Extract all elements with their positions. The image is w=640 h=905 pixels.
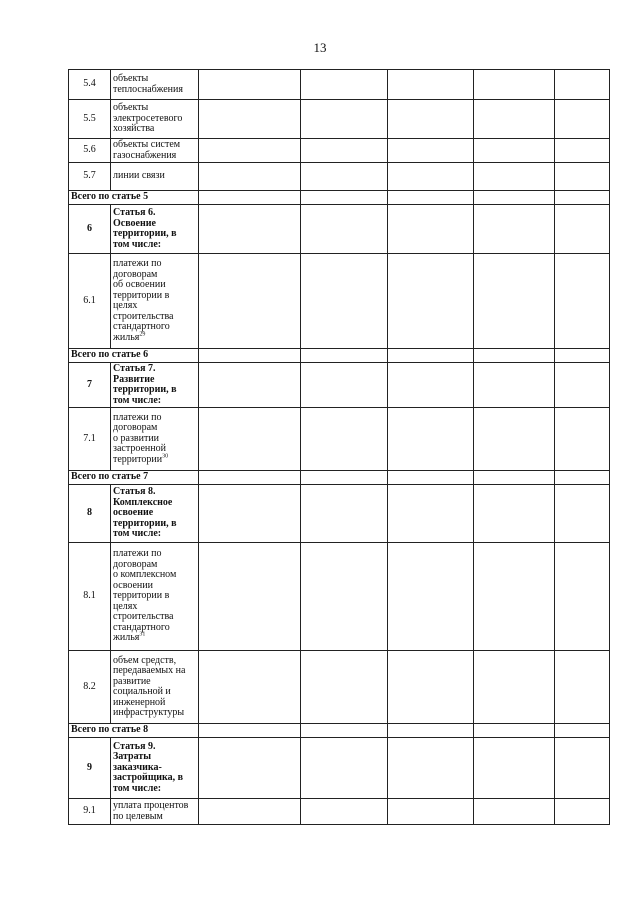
row-number: 9.1 [69, 799, 111, 825]
empty-cell [388, 738, 474, 799]
empty-cell [474, 471, 555, 485]
empty-cell [388, 485, 474, 543]
empty-cell [555, 254, 610, 349]
empty-cell [555, 70, 610, 100]
empty-cell [301, 254, 388, 349]
table-row [69, 363, 610, 408]
empty-cell [301, 724, 388, 738]
empty-cell [474, 543, 555, 651]
empty-cell [388, 163, 474, 191]
empty-cell [199, 408, 301, 471]
row-number: 8.2 [69, 651, 111, 724]
empty-cell [301, 100, 388, 139]
empty-cell [388, 651, 474, 724]
page-number: 13 [313, 40, 327, 55]
empty-cell [474, 349, 555, 363]
table-row [69, 254, 610, 349]
empty-cell [555, 738, 610, 799]
empty-cell [301, 349, 388, 363]
row-label: Статья 8. Комплексное освоение территории, в том числе: [111, 485, 199, 543]
row-label: линии связи [111, 163, 199, 191]
empty-cell [301, 543, 388, 651]
empty-cell [388, 70, 474, 100]
empty-cell [555, 408, 610, 471]
empty-cell [301, 799, 388, 825]
row-number: 5.7 [69, 163, 111, 191]
total-label: Всего по статье 6 [69, 349, 199, 363]
empty-cell [199, 70, 301, 100]
table-row [69, 485, 610, 543]
empty-cell [555, 205, 610, 254]
table-row [69, 100, 610, 139]
footnote-ref: 31 [139, 631, 146, 638]
empty-cell [199, 100, 301, 139]
empty-cell [388, 205, 474, 254]
empty-cell [388, 799, 474, 825]
row-number: 9 [69, 738, 111, 799]
footnote-ref: 29 [139, 331, 146, 338]
empty-cell [199, 191, 301, 205]
empty-cell [301, 191, 388, 205]
empty-cell [301, 471, 388, 485]
empty-cell [474, 799, 555, 825]
table-row [69, 163, 610, 191]
row-label: Статья 6. Освоение территории, в том числе: [111, 205, 199, 254]
row-label: платежи по договорам об освоении территории в целях строительства стандартного жилья$^{29}$ [111, 254, 199, 349]
empty-cell [388, 349, 474, 363]
empty-cell [555, 100, 610, 139]
row-label: объем средств, передаваемых на развитие социальной и инженерной инфраструктуры [111, 651, 199, 724]
total-label: Всего по статье 7 [69, 471, 199, 485]
row-number: 7 [69, 363, 111, 408]
total-row [69, 349, 610, 363]
table-row [69, 205, 610, 254]
total-row [69, 724, 610, 738]
empty-cell [199, 651, 301, 724]
row-label: платежи по договорам о развитии застроенной территории$^{30}$ [111, 408, 199, 471]
empty-cell [301, 485, 388, 543]
empty-cell [474, 363, 555, 408]
empty-cell [555, 799, 610, 825]
empty-cell [301, 408, 388, 471]
footnote-ref: 30 [162, 453, 169, 460]
row-label: Статья 9. Затраты заказчика- застройщика, в том числе: [111, 738, 199, 799]
table-row [69, 651, 610, 724]
budget-table [68, 69, 610, 825]
table-row [69, 543, 610, 651]
empty-cell [301, 70, 388, 100]
empty-cell [301, 363, 388, 408]
empty-cell [301, 738, 388, 799]
empty-cell [555, 163, 610, 191]
row-label: объекты электросетевого хозяйства [111, 100, 199, 139]
empty-cell [199, 799, 301, 825]
empty-cell [474, 408, 555, 471]
total-row [69, 471, 610, 485]
empty-cell [474, 724, 555, 738]
empty-cell [199, 724, 301, 738]
empty-cell [555, 139, 610, 163]
empty-cell [388, 191, 474, 205]
empty-cell [474, 139, 555, 163]
empty-cell [199, 205, 301, 254]
total-label: Всего по статье 5 [69, 191, 199, 205]
budget-table-body [69, 70, 610, 825]
empty-cell [388, 100, 474, 139]
row-number: 5.5 [69, 100, 111, 139]
row-label: уплата процентов по целевым [111, 799, 199, 825]
empty-cell [301, 163, 388, 191]
empty-cell [555, 724, 610, 738]
empty-cell [199, 363, 301, 408]
empty-cell [474, 191, 555, 205]
empty-cell [555, 543, 610, 651]
empty-cell [474, 70, 555, 100]
empty-cell [199, 349, 301, 363]
empty-cell [474, 163, 555, 191]
empty-cell [555, 191, 610, 205]
empty-cell [388, 724, 474, 738]
empty-cell [474, 205, 555, 254]
empty-cell [474, 254, 555, 349]
empty-cell [555, 349, 610, 363]
empty-cell [388, 408, 474, 471]
row-number: 6 [69, 205, 111, 254]
table-row [69, 408, 610, 471]
empty-cell [388, 363, 474, 408]
row-number: 6.1 [69, 254, 111, 349]
row-number: 7.1 [69, 408, 111, 471]
table-row [69, 70, 610, 100]
empty-cell [388, 254, 474, 349]
empty-cell [555, 651, 610, 724]
row-label: объекты систем газоснабжения [111, 139, 199, 163]
empty-cell [199, 139, 301, 163]
empty-cell [199, 471, 301, 485]
empty-cell [474, 651, 555, 724]
table-row [69, 799, 610, 825]
empty-cell [555, 471, 610, 485]
empty-cell [301, 205, 388, 254]
row-label: Статья 7. Развитие территории, в том числе: [111, 363, 199, 408]
table-row [69, 139, 610, 163]
empty-cell [474, 100, 555, 139]
empty-cell [555, 363, 610, 408]
empty-cell [301, 139, 388, 163]
empty-cell [301, 651, 388, 724]
empty-cell [388, 543, 474, 651]
empty-cell [474, 485, 555, 543]
table-row [69, 738, 610, 799]
empty-cell [388, 139, 474, 163]
row-number: 5.4 [69, 70, 111, 100]
total-label: Всего по статье 8 [69, 724, 199, 738]
row-number: 8.1 [69, 543, 111, 651]
row-label: платежи по договорам о комплексном освоении территории в целях строительства стандартного жилья$^{31}$ [111, 543, 199, 651]
empty-cell [388, 471, 474, 485]
row-number: 8 [69, 485, 111, 543]
row-number: 5.6 [69, 139, 111, 163]
empty-cell [474, 738, 555, 799]
empty-cell [199, 485, 301, 543]
empty-cell [199, 254, 301, 349]
row-label: объекты теплоснабжения [111, 70, 199, 100]
total-row [69, 191, 610, 205]
empty-cell [199, 163, 301, 191]
empty-cell [555, 485, 610, 543]
empty-cell [199, 543, 301, 651]
empty-cell [199, 738, 301, 799]
